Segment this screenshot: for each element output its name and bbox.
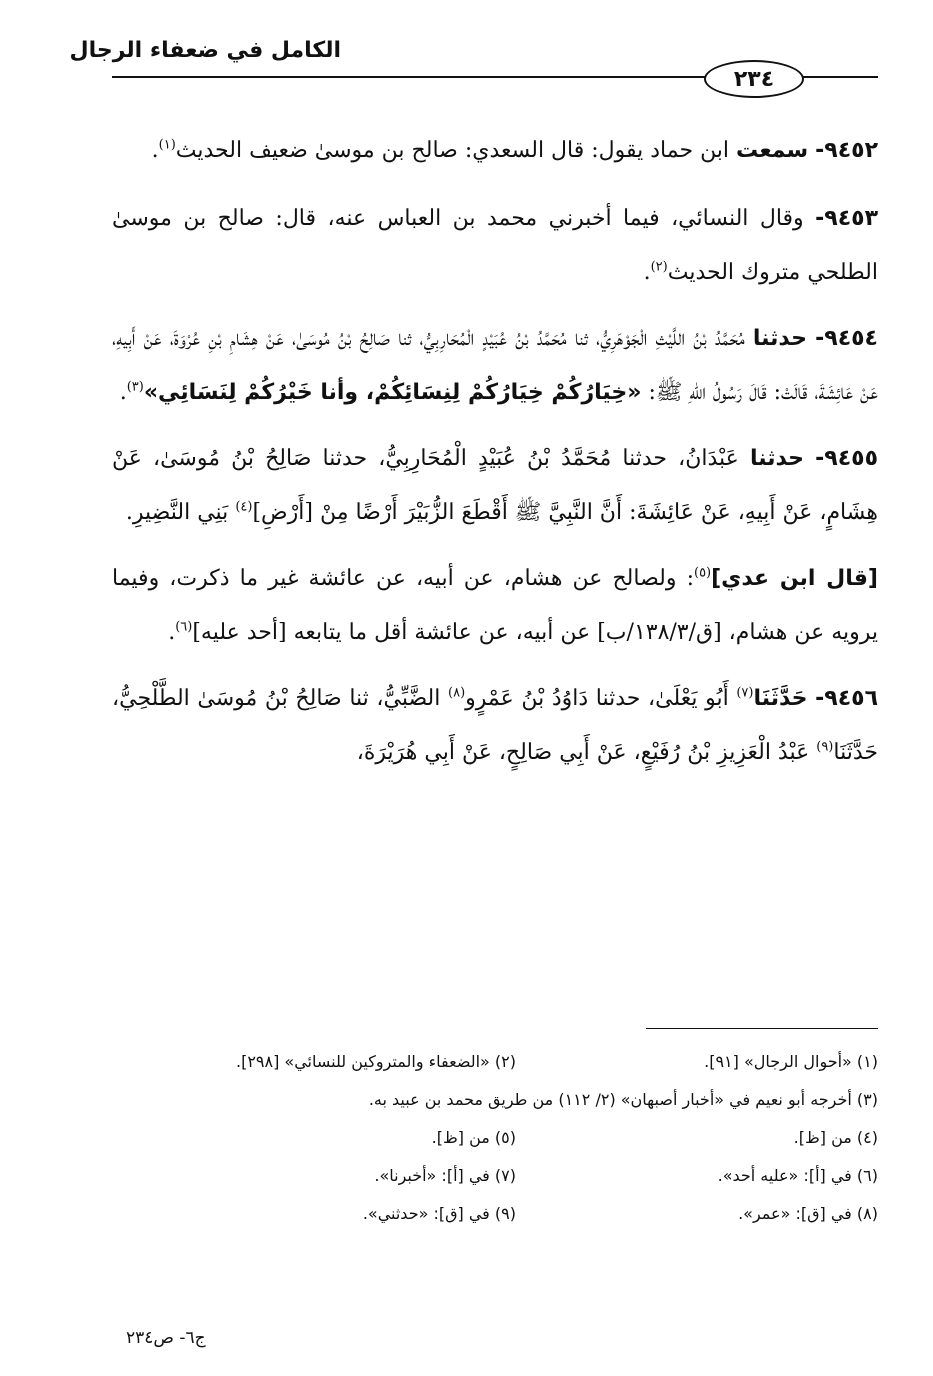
hadith-quote: «خِيَارُكُمْ خِيَارُكُمْ لِنِسَائِكُمْ، وأنا خَيْرُكُمْ لِنَسَائِي» xyxy=(143,380,642,405)
footnote-ref: (٤) xyxy=(235,499,253,515)
footnote-divider xyxy=(646,1028,878,1029)
entry-text: : ولصالح عن هشام، عن أبيه، عن عائشة غير ما ذكرت، وفيما يرويه عن هشام، [ق/١٣٨/٣/ب] عن أبيه، عن عائشة أقل ما يتابعه [أحد عليه] xyxy=(112,566,878,645)
footnote-ref: (٢) xyxy=(650,259,668,275)
entry-number: ٩٤٥٢- xyxy=(815,138,878,163)
footnote-row xyxy=(130,1080,878,1118)
footnote-ref: (٥) xyxy=(693,565,712,581)
entry-text: مُحَمَّدُ بْنُ اللَّيْثِ الْجَوْهَرِيُّ، ثنا مُحَمَّدُ بْنُ عُبَيْدٍ الْمُحَارِبِيُّ، ثنا صَالِحُ بْنُ مُوسَىٰ، عَنْ هِشَامِ بْنِ عُرْوَةَ، عَنْ أَبِيهِ، عَنْ عَائِشَةَ، قَالَتْ: قَالَ رَسُولُ اللهِ ﷺ: xyxy=(112,326,878,405)
footnote-ref: (٨) xyxy=(448,685,466,701)
footnote-row xyxy=(130,1118,878,1156)
hadith-9456 xyxy=(112,672,878,780)
footnote-ref: (١) xyxy=(158,137,176,153)
footnote-7: (٧) في [أ]: «أخبرنا». xyxy=(374,1165,516,1185)
footnote-ref: (٣) xyxy=(126,379,144,395)
entry-number: ٩٤٥٣- xyxy=(815,206,878,231)
ibn-adi-comment xyxy=(112,552,878,660)
footnote-row xyxy=(130,1194,878,1232)
footnote-row xyxy=(130,1156,878,1194)
footnote-2: (٢) «الضعفاء والمتروكين للنسائي» [٢٩٨]. xyxy=(235,1051,516,1071)
punct: . xyxy=(151,138,159,163)
footnote-6: (٦) في [أ]: «عليه أحد». xyxy=(717,1165,878,1185)
footnote-8: (٨) في [ق]: «عمر». xyxy=(738,1203,878,1223)
page-number: ٢٣٤ xyxy=(733,66,775,92)
hadith-9454 xyxy=(112,312,878,420)
entry-lead: [قال ابن عدي] xyxy=(711,566,878,591)
entry-number: ٩٤٥٤- xyxy=(815,326,878,351)
entry-text-cont: بَنِي النَّضِيرِ. xyxy=(125,500,229,525)
entry-lead: حدثنا xyxy=(749,446,805,471)
footnote-3: (٣) أخرجه أبو نعيم في «أخبار أصبهان» (٢/ ١١٢) من طريق محمد بن عبيد به. xyxy=(368,1089,878,1109)
entry-lead: سمعت xyxy=(736,138,809,163)
footnotes xyxy=(130,1042,878,1232)
page-number-badge xyxy=(704,60,804,98)
hadith-9452 xyxy=(112,124,878,178)
footnote-row xyxy=(130,1042,878,1080)
entry-lead: حَدَّثَنَا xyxy=(753,686,808,711)
footnote-4: (٤) من [ظ]. xyxy=(793,1127,878,1147)
main-text xyxy=(112,124,878,792)
entry-text: وقال النسائي، فيما أخبرني محمد بن العباس عنه، قال: صالح بن موسىٰ الطلحي متروك الحديث xyxy=(112,206,878,285)
hadith-9453 xyxy=(112,192,878,300)
entry-lead: حدثنا xyxy=(752,326,807,351)
footnote-ref: (٩) xyxy=(816,739,834,755)
punct: . xyxy=(119,380,127,405)
footnote-1: (١) «أحوال الرجال» [٩١]. xyxy=(704,1051,878,1071)
entry-number: ٩٤٥٦- xyxy=(815,686,879,711)
book-title: الكامل في ضعفاء الرجال xyxy=(69,38,341,63)
entry-number: ٩٤٥٥- xyxy=(815,446,879,471)
footnote-ref: (٦) xyxy=(175,619,193,635)
hadith-9455 xyxy=(112,432,878,540)
entry-text: ابن حماد يقول: قال السعدي: صالح بن موسىٰ ضعيف الحديث xyxy=(175,138,730,163)
footnote-5: (٥) من [ظ]. xyxy=(431,1127,516,1147)
footnote-ref: (٧) xyxy=(736,685,754,701)
entry-text-cont: عَبْدُ الْعَزِيزِ بْنُ رُفَيْعٍ، عَنْ أَبِي صَالِحٍ، عَنْ أَبِي هُرَيْرَةَ، xyxy=(356,740,810,765)
entry-text: أَبُو يَعْلَىٰ، حدثنا دَاوُدُ بْنُ عَمْرٍو xyxy=(465,686,729,711)
punct: . xyxy=(643,260,651,285)
volume-page-reference: ج٦- ص٢٣٤ xyxy=(126,1328,206,1348)
footnote-9: (٩) في [ق]: «حدثني». xyxy=(362,1203,516,1223)
entry-text-cont: الضَّبِّيُّ، ثنا صَالِحُ بْنُ مُوسَىٰ الطَّلْحِيُّ، حَدَّثَنَا xyxy=(112,686,878,765)
punct: . xyxy=(168,620,176,645)
entry-text: عَبْدَانُ، حدثنا مُحَمَّدُ بْنُ عُبَيْدٍ الْمُحَارِبِيُّ، حدثنا صَالِحُ بْنُ مُوسَىٰ، عَنْ هِشَامٍ، عَنْ أَبِيهِ، عَنْ عَائِشَةَ: أَنَّ النَّبِيَّ ﷺ أَقْطَعَ الزُّبَيْرَ أَرْضًا مِنْ [أَرْضِ] xyxy=(112,446,878,525)
